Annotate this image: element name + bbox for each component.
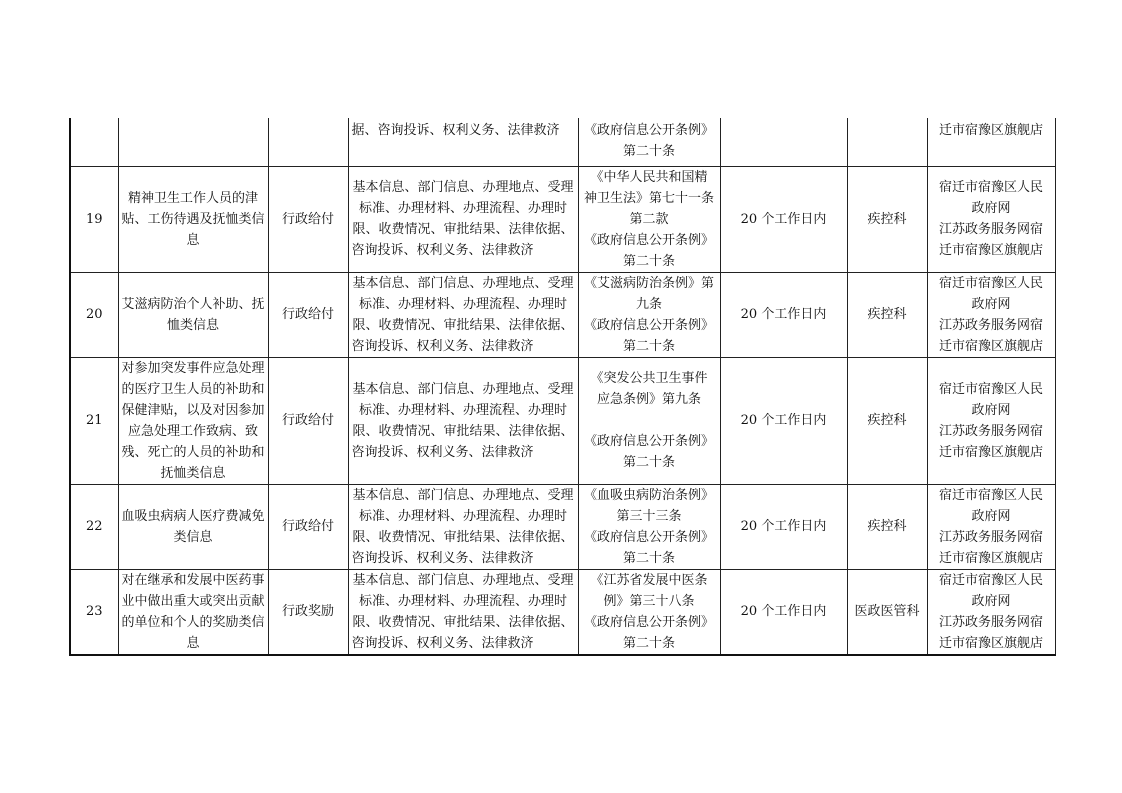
channel-line: 宿迁市宿豫区人民 (938, 487, 1043, 503)
table-row (70, 484, 1055, 569)
channel-line: 政府网 (971, 296, 1011, 312)
cell-category: 行政给付 (268, 166, 348, 272)
channel-line: 江苏政务服务网宿 (938, 423, 1043, 439)
cell-scope (348, 118, 578, 166)
basis-line: 《政府信息公开条例》 (583, 434, 714, 449)
basis-line: 《政府信息公开条例》 (583, 614, 714, 630)
basis-line: 第二十条 (622, 635, 675, 651)
channel-line: 江苏政务服务网宿 (938, 614, 1043, 630)
cell-category (268, 118, 348, 166)
basis-gap (582, 410, 717, 431)
cell-basis (578, 484, 720, 569)
basis-line: 《政府信息公开条例》 (583, 529, 714, 545)
table-row-continued (70, 118, 1055, 166)
basis-line: 《中华人民共和国精 (590, 169, 708, 185)
channel-line: 江苏政务服务网宿 (938, 222, 1043, 237)
channel-line: 江苏政务服务网宿 (938, 529, 1043, 545)
basis-line: 《江苏省发展中医条 (590, 572, 708, 588)
cell-dept: 医政医管科 (847, 569, 927, 655)
cell-no: 20 (70, 272, 118, 357)
cell-no: 22 (70, 484, 118, 569)
channel-tail: 迁市宿豫区旗舰店 (938, 123, 1043, 138)
cell-no (70, 118, 118, 166)
cell-basis (578, 272, 720, 357)
channel-line: 迁市宿豫区旗舰店 (938, 444, 1043, 460)
cell-basis (578, 569, 720, 655)
basis-line: 《艾滋病防治条例》第 (583, 275, 714, 291)
cell-channel (927, 569, 1055, 655)
cell-channel (927, 166, 1055, 272)
cell-dept (847, 118, 927, 166)
table-row (70, 569, 1055, 655)
cell-scope: 基本信息、部门信息、办理地点、受理标准、办理材料、办理流程、办理时限、收费情况、审批结果、法律依据、咨询投诉、权利义务、法律救济 (348, 357, 578, 484)
channel-line: 宿迁市宿豫区人民 (938, 572, 1043, 588)
cell-no: 23 (70, 569, 118, 655)
cell-time-limit (720, 118, 847, 166)
cell-time-limit: 20 个工作日内 (720, 569, 847, 655)
cell-channel (927, 118, 1055, 166)
cell-time-limit: 20 个工作日内 (720, 484, 847, 569)
table-row (70, 166, 1055, 272)
cell-category: 行政给付 (268, 357, 348, 484)
basis-line: 第二款 (629, 211, 669, 227)
cell-name: 对在继承和发展中医药事业中做出重大或突出贡献的单位和个人的奖励类信息 (118, 569, 268, 655)
basis-line: 《政府信息公开条例》 (583, 317, 714, 333)
basis-line: 《血吸虫病防治条例》 (583, 487, 714, 503)
cell-scope: 基本信息、部门信息、办理地点、受理标准、办理材料、办理流程、办理时限、收费情况、审批结果、法律依据、咨询投诉、权利义务、法律救济 (348, 484, 578, 569)
cell-channel (927, 484, 1055, 569)
basis-line: 神卫生法》第七十一条 (583, 190, 714, 206)
channel-line: 宿迁市宿豫区人民 (938, 180, 1043, 195)
basis-line: 第二十条 (622, 338, 675, 354)
cell-scope: 基本信息、部门信息、办理地点、受理标准、办理材料、办理流程、办理时限、收费情况、审批结果、法律依据、咨询投诉、权利义务、法律救济 (348, 272, 578, 357)
disclosure-table (69, 118, 1056, 656)
basis-line: 第三十三条 (616, 508, 682, 524)
cell-category: 行政给付 (268, 484, 348, 569)
cell-category: 行政奖励 (268, 569, 348, 655)
cell-scope: 基本信息、部门信息、办理地点、受理标准、办理材料、办理流程、办理时限、收费情况、审批结果、法律依据、咨询投诉、权利义务、法律救济 (348, 166, 578, 272)
cell-basis (578, 357, 720, 484)
basis-tail-1: 《政府信息公开条例》 (583, 123, 714, 138)
basis-line: 第二十条 (622, 550, 675, 566)
cell-no: 21 (70, 357, 118, 484)
channel-line: 政府网 (971, 201, 1011, 216)
cell-channel (927, 272, 1055, 357)
basis-line: 九条 (635, 296, 662, 312)
cell-time-limit: 20 个工作日内 (720, 166, 847, 272)
channel-line: 宿迁市宿豫区人民 (938, 275, 1043, 291)
cell-no: 19 (70, 166, 118, 272)
channel-line: 江苏政务服务网宿 (938, 317, 1043, 333)
cell-name: 精神卫生工作人员的津贴、工伤待遇及抚恤类信息 (118, 166, 268, 272)
cell-basis (578, 166, 720, 272)
cell-channel (927, 357, 1055, 484)
cell-name (118, 118, 268, 166)
basis-line: 第二十条 (622, 253, 675, 269)
channel-line: 迁市宿豫区旗舰店 (938, 635, 1043, 651)
channel-line: 迁市宿豫区旗舰店 (938, 338, 1043, 354)
cell-name: 对参加突发事件应急处理的医疗卫生人员的补助和保健津贴，以及对因参加应急处理工作致病、致残、死亡的人员的补助和抚恤类信息 (118, 357, 268, 484)
basis-line: 例》第三十八条 (603, 593, 695, 609)
basis-line: 第二十条 (622, 455, 675, 470)
cell-time-limit: 20 个工作日内 (720, 272, 847, 357)
cell-time-limit: 20 个工作日内 (720, 357, 847, 484)
scope-tail: 据、咨询投诉、权利义务、法律救济 (351, 123, 560, 138)
cell-basis (578, 118, 720, 166)
channel-line: 政府网 (971, 402, 1011, 418)
basis-line: 《突发公共卫生事件 (590, 371, 708, 386)
cell-scope: 基本信息、部门信息、办理地点、受理标准、办理材料、办理流程、办理时限、收费情况、审批结果、法律依据、咨询投诉、权利义务、法律救济 (348, 569, 578, 655)
basis-line: 应急条例》第九条 (596, 392, 701, 407)
cell-name: 艾滋病防治个人补助、抚恤类信息 (118, 272, 268, 357)
cell-dept: 疾控科 (847, 166, 927, 272)
cell-category: 行政给付 (268, 272, 348, 357)
table-row (70, 357, 1055, 484)
cell-dept: 疾控科 (847, 484, 927, 569)
channel-line: 宿迁市宿豫区人民 (938, 381, 1043, 397)
channel-line: 迁市宿豫区旗舰店 (938, 243, 1043, 258)
channel-line: 政府网 (971, 508, 1011, 524)
table-row (70, 272, 1055, 357)
cell-name: 血吸虫病病人医疗费减免类信息 (118, 484, 268, 569)
cell-dept: 疾控科 (847, 272, 927, 357)
basis-tail-2: 第二十条 (622, 144, 675, 159)
channel-line: 政府网 (971, 593, 1011, 609)
channel-line: 迁市宿豫区旗舰店 (938, 550, 1043, 566)
cell-dept: 疾控科 (847, 357, 927, 484)
basis-line: 《政府信息公开条例》 (583, 232, 714, 248)
